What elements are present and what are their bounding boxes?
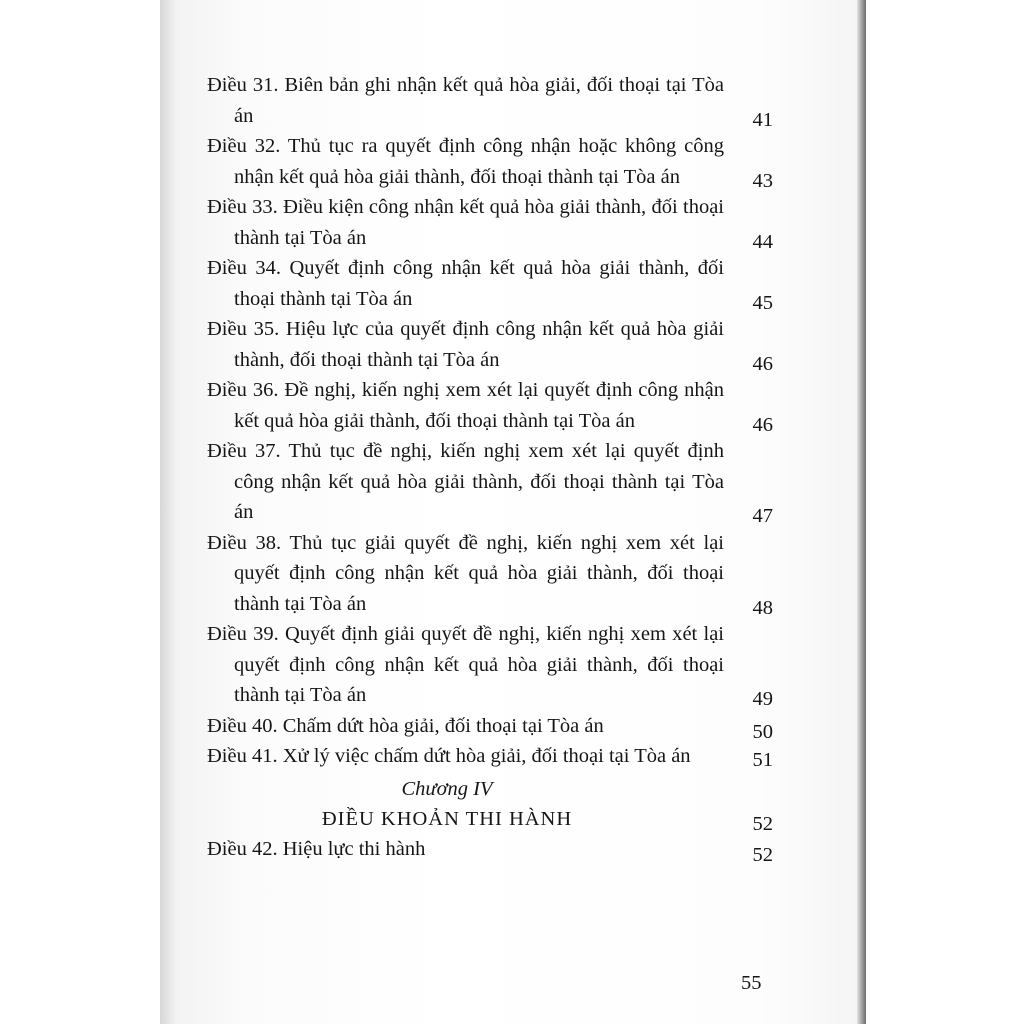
toc-entry-34 xyxy=(207,253,777,314)
toc-entry-text: Điều 39. Quyết định giải quyết đề nghị, kiến nghị xem xét lại quyết định công nhận kết quả hòa giải thành, đối thoại thành tại Tòa án xyxy=(207,623,724,706)
toc-entry-33 xyxy=(207,192,777,253)
toc-entry-39 xyxy=(207,619,777,711)
toc-entry-page: 51 xyxy=(752,749,773,771)
toc-entry-text: Điều 34. Quyết định công nhận kết quả hòa giải thành, đối thoại thành tại Tòa án xyxy=(207,257,724,310)
toc-entry-35 xyxy=(207,314,777,375)
toc-entry-41 xyxy=(207,741,777,772)
toc-entry-page: 49 xyxy=(752,688,773,710)
chapter-heading: ĐIỀU KHOẢN THI HÀNH xyxy=(321,807,573,830)
toc-entry-31 xyxy=(207,70,777,131)
toc-entry-text: Điều 37. Thủ tục đề nghị, kiến nghị xem xét lại quyết định công nhận kết quả hòa giải thành, đối thoại thành tại Tòa án xyxy=(207,440,724,523)
toc-entry-text: Điều 40. Chấm dứt hòa giải, đối thoại tại Tòa án xyxy=(207,714,604,737)
toc-entry-page: 52 xyxy=(752,813,773,835)
toc-entry-page: 52 xyxy=(752,843,773,866)
toc-entry-page: 47 xyxy=(752,505,773,527)
toc-entry-page: 41 xyxy=(752,108,773,131)
toc-entry-page: 48 xyxy=(752,596,773,619)
page-edge xyxy=(857,0,866,1024)
toc-entry-text: Điều 31. Biên bản ghi nhận kết quả hòa giải, đối thoại tại Tòa án xyxy=(207,74,724,127)
toc-entry-32 xyxy=(207,131,777,192)
table-of-contents xyxy=(207,70,777,864)
page-gutter-shadow xyxy=(160,0,176,1024)
toc-entry-page: 46 xyxy=(752,413,773,436)
toc-entry-page: 46 xyxy=(752,352,773,375)
toc-entry-text: Điều 32. Thủ tục ra quyết định công nhận hoặc không công nhận kết quả hòa giải thành, đối thoại thành tại Tòa án xyxy=(207,135,724,188)
toc-last-page-number: 55 xyxy=(741,972,762,994)
toc-entry-36 xyxy=(207,375,777,436)
toc-entry-page: 45 xyxy=(752,291,773,314)
toc-entry-text: Điều 33. Điều kiện công nhận kết quả hòa giải thành, đối thoại thành tại Tòa án xyxy=(207,196,724,249)
toc-entry-40 xyxy=(207,711,777,742)
toc-entry-text: Điều 36. Đề nghị, kiến nghị xem xét lại quyết định công nhận kết quả hòa giải thành, đối thoại thành tại Tòa án xyxy=(207,379,724,432)
toc-entry-page: 50 xyxy=(752,720,773,743)
toc-entry-38 xyxy=(207,528,777,620)
chapter-label: Chương IV xyxy=(401,777,493,800)
toc-entry-page: 44 xyxy=(752,230,773,253)
toc-entry-text: Điều 41. Xử lý việc chấm dứt hòa giải, đối thoại tại Tòa án xyxy=(207,745,691,767)
toc-entry-text: Điều 38. Thủ tục giải quyết đề nghị, kiến nghị xem xét lại quyết định công nhận kết quả hòa giải thành, đối thoại thành tại Tòa án xyxy=(207,531,724,615)
toc-entry-page: 43 xyxy=(752,169,773,192)
toc-entry-text: Điều 42. Hiệu lực thi hành xyxy=(207,837,426,860)
toc-entry-42 xyxy=(207,834,777,865)
toc-entry-37 xyxy=(207,436,777,528)
toc-entry-text: Điều 35. Hiệu lực của quyết định công nhận kết quả hòa giải thành, đối thoại thành tại Tòa án xyxy=(207,318,724,371)
chapter-heading-row xyxy=(207,804,777,834)
